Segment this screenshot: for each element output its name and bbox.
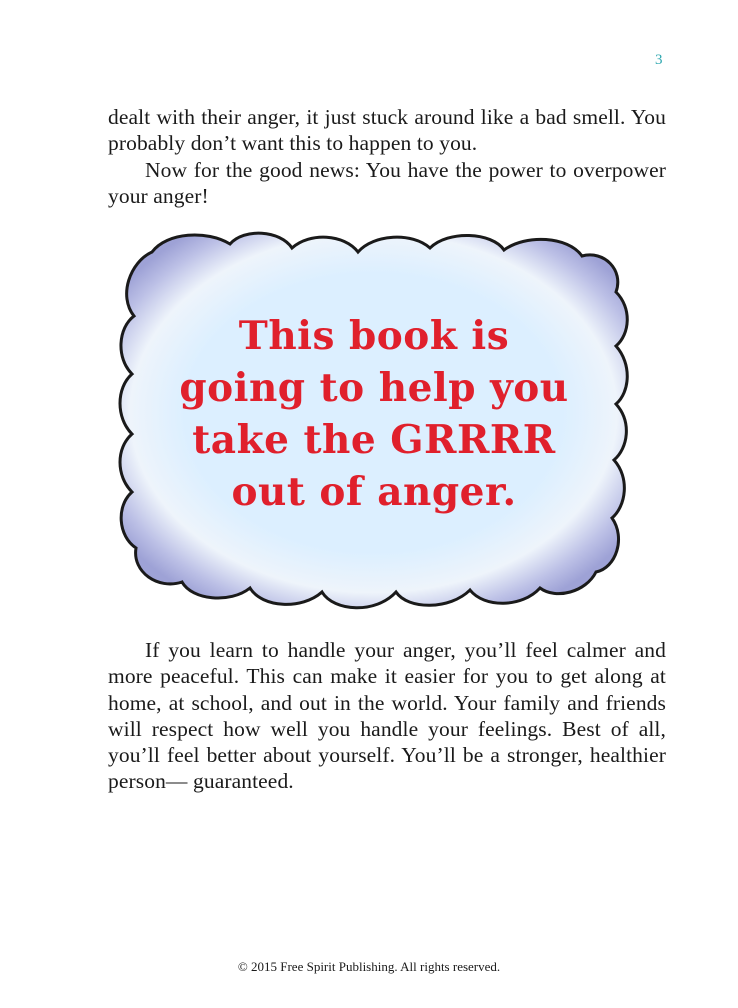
page-number: 3 xyxy=(655,52,663,68)
paragraph-continuation: dealt with their anger, it just stuck around like a bad smell. You probably don’t want this to happen to you. xyxy=(108,105,666,156)
cloud-callout xyxy=(112,222,636,614)
callout-line-3: take the GRRRR xyxy=(192,417,556,463)
callout-line-1: This book is xyxy=(238,313,510,359)
paragraph-good-news: Now for the good news: You have the power to overpower your anger! xyxy=(108,157,666,208)
callout-line-2: going to help you xyxy=(179,365,569,411)
callout-line-4: out of anger. xyxy=(231,469,517,515)
callout-text xyxy=(112,310,636,518)
body-text-top xyxy=(108,104,666,209)
body-text-bottom xyxy=(108,637,666,795)
copyright-footer: © 2015 Free Spirit Publishing. All rights reserved. xyxy=(237,959,501,974)
paragraph-handle-anger: If you learn to handle your anger, you’ll feel calmer and more peaceful. This can make it easier for you to get along at home, at school, and out in the world. Your family and friends will respect how well you handle your feelings. Best of all, you’ll feel better about yourself. You’ll be a stronger, healthier person— guaranteed. xyxy=(108,638,666,794)
